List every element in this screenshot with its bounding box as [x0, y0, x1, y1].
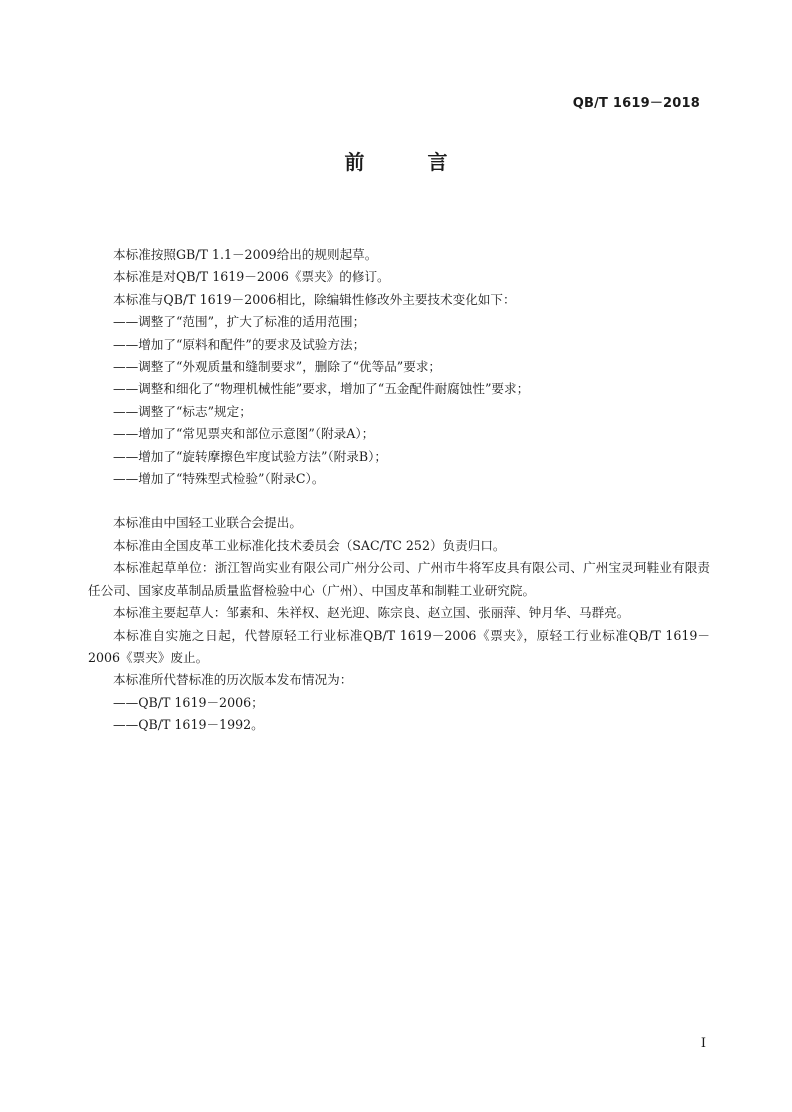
- history-item: ——QB/T 1619－2006；: [113, 694, 264, 710]
- page-title: 前 言: [344, 150, 476, 174]
- paragraph: 本标准所代替标准的历次版本发布情况为：: [113, 672, 353, 688]
- paragraph: 本标准由全国皮革工业标准化技术委员会（SAC/TC 252）负责归口。: [113, 537, 506, 553]
- paragraph: 本标准是对QB/T 1619－2006《票夹》的修订。: [113, 269, 390, 285]
- change-item: ——调整了“范围”，扩大了标准的适用范围；: [113, 314, 366, 330]
- change-item: ——增加了“特殊型式检验”（附录C）。: [113, 471, 325, 487]
- history-item: ——QB/T 1619－1992。: [113, 717, 264, 733]
- change-item: ——调整和细化了“物理机械性能”要求，增加了“五金配件耐腐蚀性”要求；: [113, 381, 530, 397]
- change-item: ——调整了“标志”规定；: [113, 403, 252, 419]
- change-item: ——增加了“原料和配件”的要求及试验方法；: [113, 336, 366, 352]
- paragraph-replacement: 本标准自实施之日起，代替原轻工行业标准QB/T 1619－2006《票夹》，原轻工行业标准QB/T 1619－2006《票夹》废止。: [88, 627, 710, 665]
- paragraph-drafting-units: 本标准起草单位：浙江智尚实业有限公司广州分公司、广州市牛将军皮具有限公司、广州宝灵珂鞋业有限责任公司、国家皮革制品质量监督检验中心（广州）、中国皮革和制鞋工业研究院。: [88, 560, 710, 598]
- change-item: ——调整了“外观质量和缝制要求”，删除了“优等品”要求；: [113, 359, 442, 375]
- change-item: ——增加了“常见票夹和部位示意图”（附录A）；: [113, 426, 375, 442]
- preface-body: [88, 244, 710, 737]
- paragraph: 本标准按照GB/T 1.1－2009给出的规则起草。: [113, 247, 378, 262]
- section-gap: [88, 490, 710, 512]
- page-number: I: [700, 1036, 706, 1051]
- paragraph-drafters: 本标准主要起草人：邹素和、朱祥权、赵光迎、陈宗良、赵立国、张丽萍、钟月华、马群亮。: [113, 605, 630, 621]
- paragraph: 本标准由中国轻工业联合会提出。: [113, 515, 302, 531]
- standard-code: QB/T 1619－2018: [572, 96, 700, 111]
- paragraph: 本标准与QB/T 1619－2006相比，除编辑性修改外主要技术变化如下：: [113, 291, 516, 307]
- change-item: ——增加了“旋转摩擦色牢度试验方法”（附录B）；: [113, 448, 388, 464]
